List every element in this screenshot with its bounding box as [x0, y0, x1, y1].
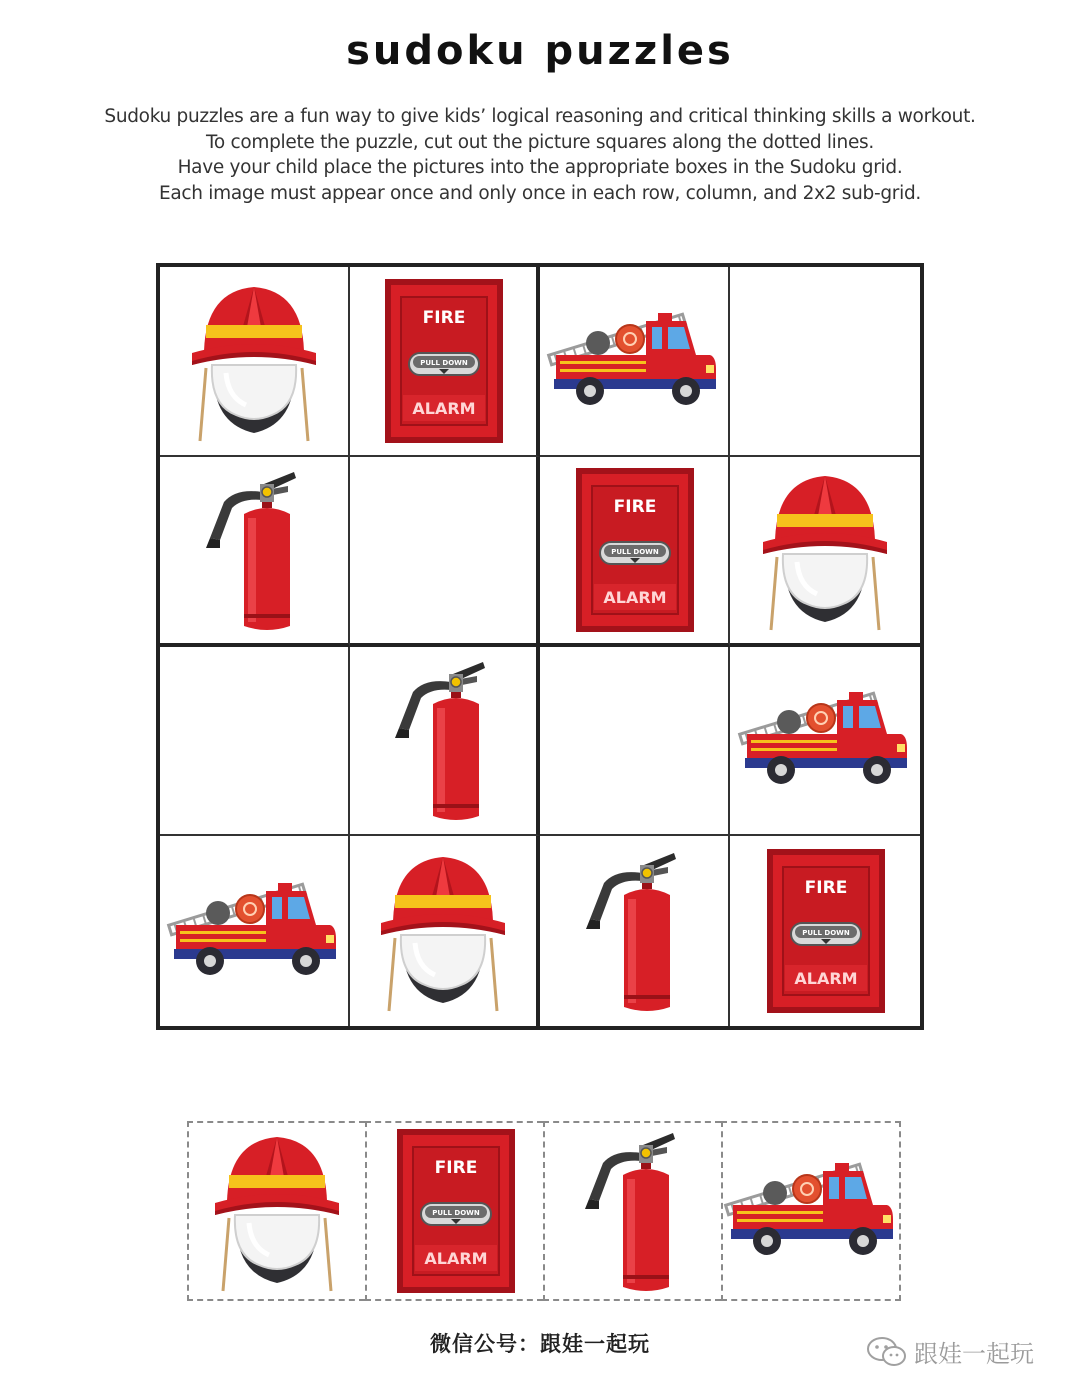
alarm-top-text: FIRE — [613, 496, 657, 517]
alarm-middle-text: PULL DOWN — [611, 547, 659, 556]
alarm-middle-text: PULL DOWN — [802, 929, 850, 938]
grid-cell-extinguisher — [160, 457, 350, 647]
fire-alarm-icon — [546, 462, 722, 638]
firefighter-helmet-icon — [355, 843, 531, 1019]
instruction-line: To complete the puzzle, cut out the picture squares along the dotted lines. — [206, 131, 874, 153]
firefighter-helmet-icon — [189, 1123, 365, 1299]
wechat-icon — [866, 1336, 908, 1368]
firefighter-helmet-icon — [166, 273, 342, 449]
grid-cell-extinguisher — [350, 647, 540, 837]
grid-cell-empty[interactable] — [730, 267, 920, 457]
cutout-extinguisher[interactable] — [543, 1121, 721, 1301]
watermark-text: 跟娃一起玩 — [914, 1340, 1034, 1368]
fire-extinguisher-icon — [545, 1123, 721, 1299]
cutout-helmet[interactable] — [187, 1121, 365, 1301]
grid-cell-helmet — [350, 836, 540, 1026]
cutout-strip — [187, 1121, 892, 1299]
alarm-middle-text: PULL DOWN — [432, 1209, 480, 1217]
fire-truck-icon — [737, 652, 913, 828]
alarm-bottom-text: ALARM — [603, 587, 667, 607]
grid-cell-helmet — [730, 457, 920, 647]
grid-cell-empty[interactable] — [160, 647, 350, 837]
fire-alarm-icon — [355, 273, 531, 449]
alarm-top-text: FIRE — [422, 307, 466, 328]
sudoku-grid — [156, 263, 924, 1030]
fire-extinguisher-icon — [355, 652, 531, 828]
firefighter-helmet-icon — [737, 462, 913, 638]
fire-extinguisher-icon — [166, 462, 342, 638]
fire-truck-icon — [723, 1123, 899, 1299]
alarm-bottom-text: ALARM — [412, 398, 476, 418]
watermark — [866, 1334, 1034, 1369]
fire-truck-icon — [166, 843, 342, 1019]
instruction-line: Have your child place the pictures into the appropriate boxes in the Sudoku grid. — [177, 157, 903, 178]
grid-cell-alarm — [540, 457, 730, 647]
wechat-account-label: 微信公号：跟娃一起玩 — [430, 1332, 650, 1356]
page-title: sudoku puzzles — [346, 28, 734, 74]
grid-cell-alarm — [350, 267, 540, 457]
grid-cell-extinguisher — [540, 836, 730, 1026]
alarm-top-text: FIRE — [804, 878, 848, 899]
fire-truck-icon — [546, 273, 722, 449]
fire-alarm-icon — [367, 1123, 543, 1299]
fire-extinguisher-icon — [546, 843, 722, 1019]
grid-cell-truck — [730, 647, 920, 837]
alarm-bottom-text: ALARM — [794, 969, 858, 989]
grid-cell-empty[interactable] — [350, 457, 540, 647]
instruction-line: Sudoku puzzles are a fun way to give kids’ logical reasoning and critical thinking skills a workout. — [104, 106, 976, 127]
cutout-alarm[interactable] — [365, 1121, 543, 1301]
grid-cell-empty[interactable] — [540, 647, 730, 837]
alarm-bottom-text: ALARM — [424, 1249, 488, 1268]
instruction-line: Each image must appear once and only once in each row, column, and 2x2 sub-grid. — [159, 182, 921, 204]
grid-cell-alarm — [730, 836, 920, 1026]
grid-cell-helmet — [160, 267, 350, 457]
alarm-middle-text: PULL DOWN — [420, 358, 468, 367]
grid-cell-truck — [160, 836, 350, 1026]
grid-cell-truck — [540, 267, 730, 457]
cutout-truck[interactable] — [721, 1121, 901, 1301]
instructions — [0, 104, 1080, 206]
fire-alarm-icon — [737, 843, 913, 1019]
alarm-top-text: FIRE — [434, 1158, 478, 1178]
